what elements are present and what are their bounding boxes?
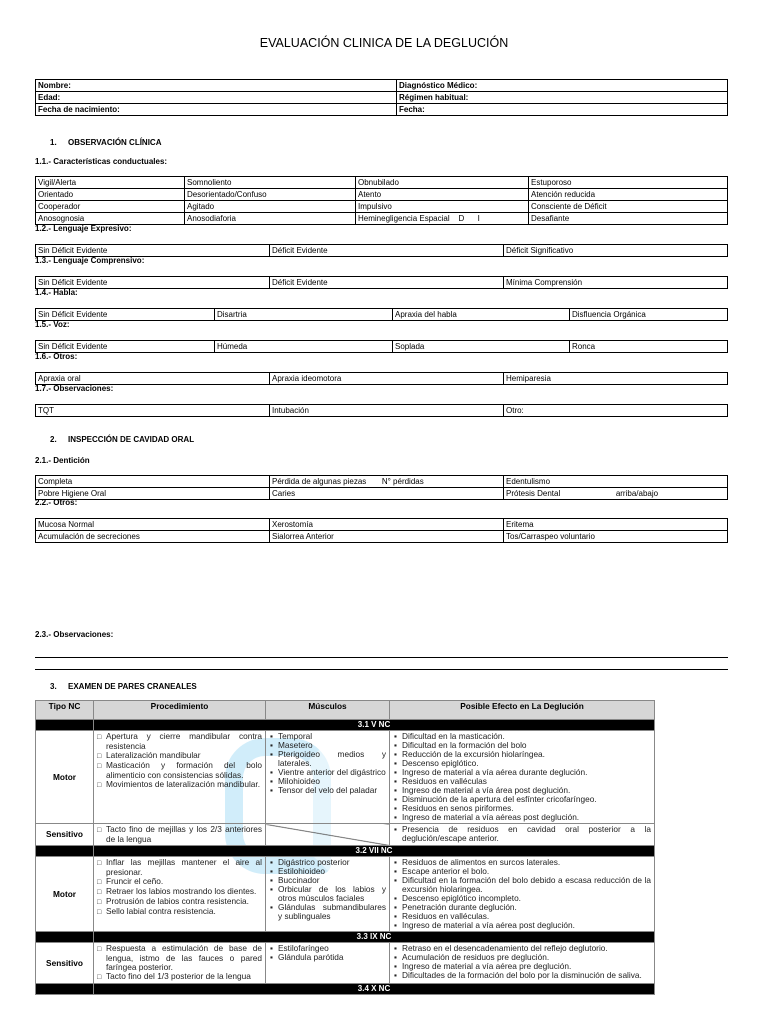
observaciones-table [35, 404, 728, 417]
option-cell[interactable]: Orientado [36, 189, 185, 201]
option-cell[interactable]: Déficit Significativo [504, 245, 728, 257]
effect-item: ▪ Presencia de residuos en cavidad oral posterior a la deglución/escape anterior. [402, 825, 651, 843]
subsection-2-2: 2.2.- Otros: [35, 498, 78, 507]
muscle-item: ▪ Masetero [278, 741, 386, 750]
muscle-item: ▪ Glándula parótida [278, 953, 386, 962]
field-diagnostico[interactable]: Diagnóstico Médico: [397, 80, 728, 92]
procedure-cell [94, 857, 266, 932]
option-cell[interactable]: Tos/Carraspeo voluntario [504, 531, 728, 543]
col-header: Procedimiento [94, 701, 266, 720]
procedure-item: □ Protrusión de labios contra resistencia. [106, 897, 262, 907]
subsection-2-1: 2.1.- Dentición [35, 456, 90, 465]
nerve-bar-vii: 3.2 VII NC [94, 846, 655, 857]
writing-line[interactable] [35, 657, 728, 658]
option-cell[interactable]: Húmeda [215, 341, 393, 353]
effect-item: ▪ Reducción de la excursión hiolaríngea. [402, 750, 651, 759]
procedure-cell [94, 943, 266, 984]
option-cell[interactable]: Anosodiaforia [185, 213, 356, 225]
effect-cell [390, 731, 655, 824]
effect-item: ▪ Penetración durante deglución. [402, 903, 651, 912]
type-cell: Motor [36, 857, 94, 932]
muscle-cell [266, 731, 390, 824]
option-cell[interactable]: Atento [356, 189, 529, 201]
nerve-bar-v: 3.1 V NC [94, 720, 655, 731]
section-3-heading [50, 682, 197, 691]
option-cell[interactable]: Otro: [504, 405, 728, 417]
denticion-table [35, 475, 728, 500]
option-cell[interactable]: Sialorrea Anterior [270, 531, 504, 543]
option-cell[interactable]: Disartria [215, 309, 393, 321]
option-cell[interactable]: Apraxia ideomotora [270, 373, 504, 385]
procedure-item: □ Apertura y cierre mandibular contra resistencia [106, 732, 262, 751]
effect-item: ▪ Ingreso de material a vía aérea durante deglución. [402, 768, 651, 777]
option-cell[interactable]: Intubación [270, 405, 504, 417]
muscle-item: ▪ Tensor del velo del paladar [278, 786, 386, 795]
option-cell[interactable]: Impulsivo [356, 201, 529, 213]
section-number: 3. [50, 682, 57, 691]
muscle-item: ▪ Buccinador [278, 876, 386, 885]
field-nombre[interactable]: Nombre: [36, 80, 397, 92]
section-title: INSPECCIÓN DE CAVIDAD ORAL [68, 435, 195, 444]
option-cell[interactable]: Desorientado/Confuso [185, 189, 356, 201]
option-cell[interactable]: Completa [36, 476, 270, 488]
muscle-item: ▪ Milohioideo [278, 777, 386, 786]
effect-item: ▪ Residuos en valléculas. [402, 912, 651, 921]
section-title: EXAMEN DE PARES CRANEALES [68, 682, 197, 691]
option-cell[interactable]: Somnoliento [185, 177, 356, 189]
procedure-item: □ Inflar las mejillas mantener el aire al presionar. [106, 858, 262, 877]
subsection-1-4: 1.4.- Habla: [35, 288, 78, 297]
col-header: Posible Efecto en La Deglución [390, 701, 655, 720]
option-cell[interactable]: Acumulación de secreciones [36, 531, 270, 543]
subsection-2-3: 2.3.- Observaciones: [35, 630, 114, 639]
option-cell[interactable]: Soplada [393, 341, 570, 353]
option-cell[interactable]: Pobre Higiene Oral [36, 488, 270, 500]
nerve-bar-x: 3.4 X NC [94, 984, 655, 995]
option-cell[interactable]: Xerostomía [270, 519, 504, 531]
procedure-item: □ Sello labial contra resistencia. [106, 907, 262, 917]
procedure-item: □ Tacto fino de mejillas y los 2/3 anteriores de la lengua [106, 825, 262, 844]
effect-item: ▪ Residuos de alimentos en surcos laterales. [402, 858, 651, 867]
cranial-nerves-table [35, 700, 655, 995]
field-edad[interactable]: Edad: [36, 92, 397, 104]
muscle-item: ▪ Digástrico posterior [278, 858, 386, 867]
effect-item: ▪ Dificultad en la masticación. [402, 732, 651, 741]
otros-cavidad-table [35, 518, 728, 543]
effect-cell [390, 824, 655, 846]
option-cell[interactable]: Cooperador [36, 201, 185, 213]
effect-item: ▪ Residuos en valléculas [402, 777, 651, 786]
subsection-1-5: 1.5.- Voz: [35, 320, 70, 329]
effect-item: ▪ Residuos en senos piriformes. [402, 804, 651, 813]
col-header: Tipo NC [36, 701, 94, 720]
option-cell[interactable]: Sin Déficit Evidente [36, 341, 215, 353]
effect-item: ▪ Disminución de la apertura del esfínter cricofaríngeo. [402, 795, 651, 804]
option-cell[interactable]: Disfluencia Orgánica [570, 309, 728, 321]
option-cell[interactable]: Estuporoso [529, 177, 728, 189]
muscle-cell [266, 943, 390, 984]
muscle-item: ▪ Glándulas submandibulares y sublinguales [278, 903, 386, 921]
subsection-1-7: 1.7.- Observaciones: [35, 384, 114, 393]
section-number: 2. [50, 435, 57, 444]
section-2-heading [50, 435, 194, 444]
procedure-cell [94, 824, 266, 846]
nerve-bar-empty [36, 720, 94, 731]
section-number: 1. [50, 138, 57, 147]
option-cell[interactable]: Vigil/Alerta [36, 177, 185, 189]
option-cell[interactable]: Ronca [570, 341, 728, 353]
field-fecha-nacimiento[interactable]: Fecha de nacimiento: [36, 104, 397, 116]
procedure-item: □ Movimientos de lateralización mandibular. [106, 780, 262, 790]
subsection-1-6: 1.6.- Otros: [35, 352, 78, 361]
option-cell[interactable]: Sin Déficit Evidente [36, 309, 215, 321]
option-cell[interactable]: TQT [36, 405, 270, 417]
option-cell[interactable]: Agitado [185, 201, 356, 213]
muscle-item: ▪ Estilofaríngeo [278, 944, 386, 953]
nerve-bar-empty [36, 932, 94, 943]
option-cell[interactable]: Desafiante [529, 213, 728, 225]
subsection-1-3: 1.3.- Lenguaje Comprensivo: [35, 256, 145, 265]
option-cell[interactable]: Déficit Evidente [270, 277, 504, 289]
patient-info-table [35, 79, 728, 116]
option-cell[interactable]: Prótesis Dental arriba/abajo [504, 488, 728, 500]
field-fecha[interactable]: Fecha: [397, 104, 728, 116]
procedure-item: □ Retraer los labios mostrando los dientes. [106, 887, 262, 897]
option-cell[interactable]: Sin Déficit Evidente [36, 245, 270, 257]
effect-item: ▪ Retraso en el desencadenamiento del reflejo deglutorio. [402, 944, 651, 953]
option-cell[interactable]: Mucosa Normal [36, 519, 270, 531]
option-cell[interactable]: Obnubilado [356, 177, 529, 189]
option-cell[interactable]: Déficit Evidente [270, 245, 504, 257]
procedure-item: □ Tacto fino del 1/3 posterior de la lengua [106, 972, 262, 982]
option-cell[interactable]: Anosognosia [36, 213, 185, 225]
subsection-1-2: 1.2.- Lenguaje Expresivo: [35, 224, 132, 233]
effect-item: ▪ Ingreso de material a vía aéreas post deglución. [402, 813, 651, 822]
option-cell[interactable]: Hemiparesia [504, 373, 728, 385]
page-title: EVALUACIÓN CLINICA DE LA DEGLUCIÓN [259, 36, 509, 50]
option-cell[interactable]: Caries [270, 488, 504, 500]
type-cell: Sensitivo [36, 943, 94, 984]
procedure-item: □ Respuesta a estimulación de base de lengua, istmo de las fauces o pared faríngea posterior. [106, 944, 262, 972]
effect-item: ▪ Ingreso de material a vía área post deglución. [402, 786, 651, 795]
section-title: OBSERVACIÓN CLÍNICA [68, 138, 162, 147]
muscle-item: ▪ Vientre anterior del digástrico [278, 768, 386, 777]
effect-item: ▪ Dificultades de la formación del bolo por la disminución de saliva. [402, 971, 651, 980]
effect-item: ▪ Descenso epiglótico incompleto. [402, 894, 651, 903]
habla-table [35, 308, 728, 321]
option-cell[interactable]: Edentulismo [504, 476, 728, 488]
type-cell: Motor [36, 731, 94, 824]
effect-item: ▪ Ingreso de material a vía aérea post deglución. [402, 921, 651, 930]
option-cell[interactable]: Pérdida de algunas piezas N° pérdidas [270, 476, 504, 488]
effect-item: ▪ Dificultad en la formación del bolo debido a escasa reducción de la excursión hiolaringea. [402, 876, 651, 894]
effect-item: ▪ Acumulación de residuos pre deglución. [402, 953, 651, 962]
muscle-item: ▪ Pterigoideo medios y laterales. [278, 750, 386, 768]
effect-cell [390, 857, 655, 932]
subsection-1-1: 1.1.- Características conductuales: [35, 157, 168, 166]
procedure-item: □ Masticación y formación del bolo alimenticio con consistencias sólidas. [106, 761, 262, 780]
effect-cell [390, 943, 655, 984]
effect-item: ▪ Dificultad en la formación del bolo [402, 741, 651, 750]
effect-item: ▪ Ingreso de material a vía aérea pre deglución. [402, 962, 651, 971]
effect-item: ▪ Descenso epiglótico. [402, 759, 651, 768]
voz-table [35, 340, 728, 353]
comprensivo-table [35, 276, 728, 289]
muscle-item: ▪ Orbicular de los labios y otros músculos faciales [278, 885, 386, 903]
nerve-bar-empty [36, 846, 94, 857]
option-cell[interactable]: Eritema [504, 519, 728, 531]
muscle-item: ▪ Temporal [278, 732, 386, 741]
option-cell[interactable]: Apraxia del habla [393, 309, 570, 321]
nerve-bar-empty [36, 984, 94, 995]
option-cell[interactable]: Apraxia oral [36, 373, 270, 385]
procedure-item: □ Fruncir el ceño. [106, 877, 262, 887]
muscle-cell-empty [266, 824, 390, 846]
section-1-heading [50, 138, 162, 147]
option-cell[interactable]: Mínima Comprensión [504, 277, 728, 289]
procedure-cell [94, 731, 266, 824]
type-cell: Sensitivo [36, 824, 94, 846]
muscle-item: ▪ Estilohioideo [278, 867, 386, 876]
field-regimen[interactable]: Régimen habitual: [397, 92, 728, 104]
effect-item: ▪ Escape anterior el bolo. [402, 867, 651, 876]
muscle-cell [266, 857, 390, 932]
option-cell[interactable]: Atención reducida [529, 189, 728, 201]
option-cell[interactable]: Consciente de Déficit [529, 201, 728, 213]
nerve-bar-ix: 3.3 IX NC [94, 932, 655, 943]
option-cell[interactable]: Sin Déficit Evidente [36, 277, 270, 289]
conductual-table [35, 176, 728, 225]
writing-line[interactable] [35, 669, 728, 670]
procedure-item: □ Lateralización mandibular [106, 751, 262, 761]
col-header: Músculos [266, 701, 390, 720]
otros-table [35, 372, 728, 385]
option-cell[interactable]: Heminegligencia Espacial D I [356, 213, 529, 225]
